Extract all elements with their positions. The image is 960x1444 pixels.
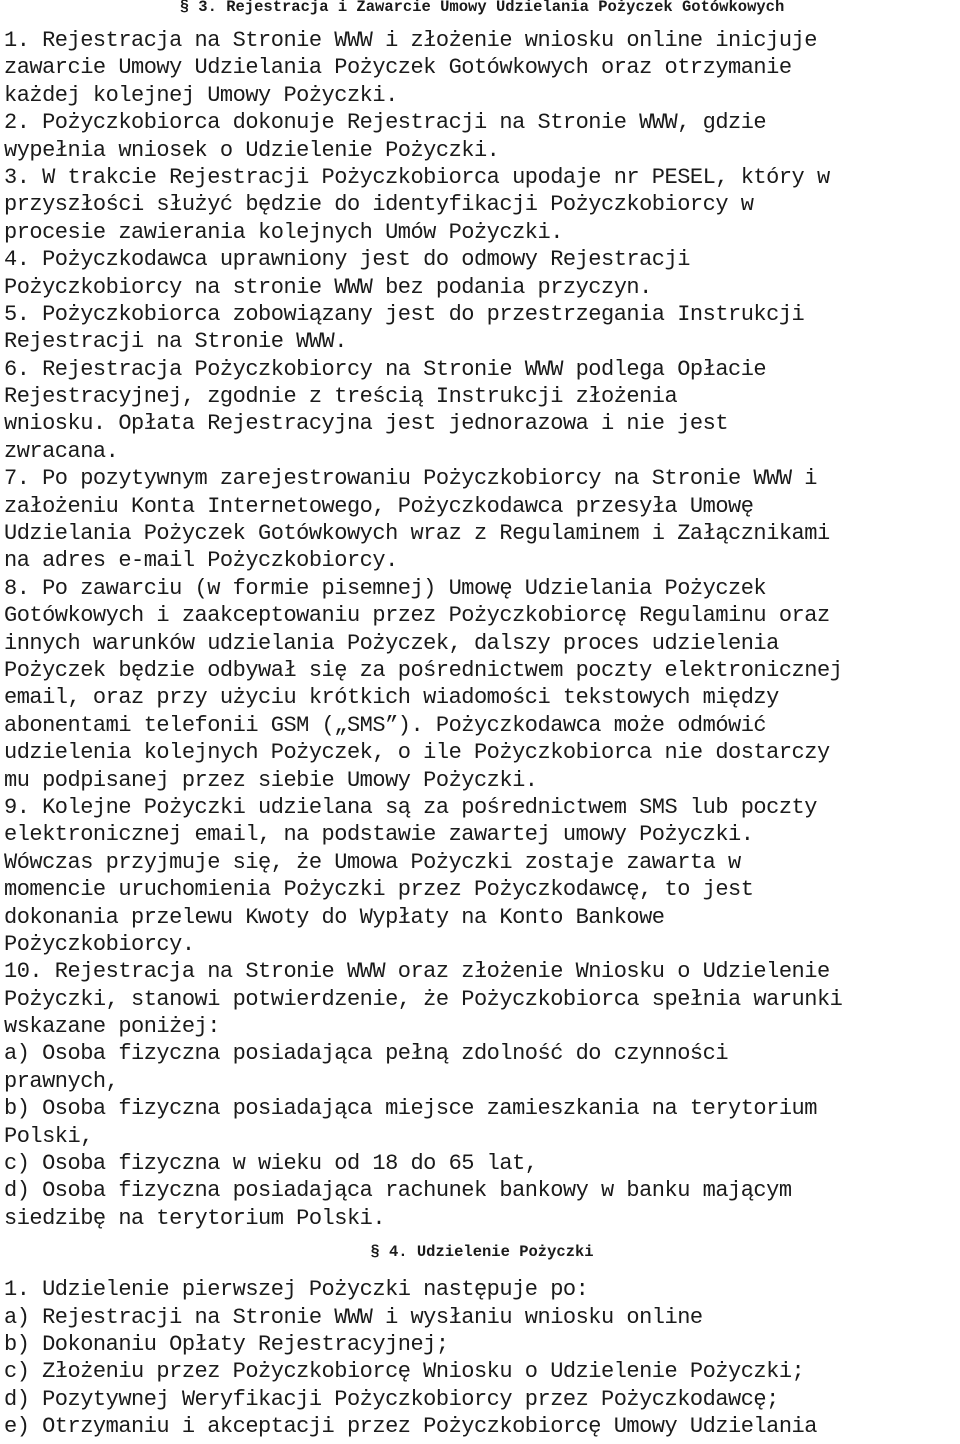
text-line: udzielenia kolejnych Pożyczek, o ile Pożyczkobiorca nie dostarczy (4, 740, 830, 766)
text-line: Pożyczek będzie odbywał się za pośrednictwem poczty elektronicznej (4, 657, 843, 683)
text-line: Udzielania Pożyczek Gotówkowych wraz z Regulaminem i Załącznikami (4, 521, 830, 547)
section-4-body (4, 1276, 960, 1440)
text-line: procesie zawierania kolejnych Umów Pożyczki. (4, 219, 563, 245)
text-line: Pożyczkobiorcy. (4, 931, 195, 957)
text-line: 6. Rejestracja Pożyczkobiorcy na Stronie WWW podlega Opłacie (4, 356, 767, 382)
text-line: Pożyczkobiorcy na stronie WWW bez podania przyczyn. (4, 274, 652, 300)
text-line: c) Złożeniu przez Pożyczkobiorcę Wniosku o Udzielenie Pożyczki; (4, 1359, 805, 1385)
text-line: 1. Udzielenie pierwszej Pożyczki następuje po: (4, 1277, 589, 1303)
text-line: 10. Rejestracja na Stronie WWW oraz złożenie Wniosku o Udzielenie (4, 959, 830, 985)
text-line: Polski, (4, 1123, 93, 1149)
text-line: e) Otrzymaniu i akceptacji przez Pożyczkobiorcę Umowy Udzielania (4, 1414, 817, 1440)
text-line: a) Osoba fizyczna posiadająca pełną zdolność do czynności (4, 1041, 729, 1067)
text-line: 4. Pożyczkodawca uprawniony jest do odmowy Rejestracji (4, 247, 690, 273)
text-line: d) Osoba fizyczna posiadająca rachunek bankowy w banku mającym (4, 1178, 792, 1204)
text-line: zwracana. (4, 438, 119, 464)
text-line: 2. Pożyczkobiorca dokonuje Rejestracji na Stronie WWW, gdzie (4, 110, 767, 136)
text-line: przyszłości służyć będzie do identyfikacji Pożyczkobiorcy w (4, 192, 754, 218)
text-line: abonentami telefonii GSM („SMS”). Pożyczkodawca może odmówić (4, 712, 767, 738)
text-line: 1. Rejestracja na Stronie WWW i złożenie wniosku online inicjuje (4, 28, 817, 53)
text-line: dokonania przelewu Kwoty do Wypłaty na Konto Bankowe (4, 904, 665, 930)
text-line: wypełnia wniosek o Udzielenie Pożyczki. (4, 137, 500, 163)
text-line: prawnych, (4, 1068, 119, 1094)
text-line: momencie uruchomienia Pożyczki przez Pożyczkodawcę, to jest (4, 877, 754, 903)
text-line: mu podpisanej przez siebie Umowy Pożyczki. (4, 767, 538, 793)
text-line: 9. Kolejne Pożyczki udzielana są za pośrednictwem SMS lub poczty (4, 794, 817, 820)
text-line: Wówczas przyjmuje się, że Umowa Pożyczki zostaje zawarta w (4, 849, 741, 875)
text-line: założeniu Konta Internetowego, Pożyczkodawca przesyła Umowę (4, 493, 754, 519)
text-line: innych warunków udzielania Pożyczek, dalszy proces udzielenia (4, 630, 779, 656)
section-4-heading: § 4. Udzielenie Pożyczki (370, 1243, 594, 1262)
text-line: 5. Pożyczkobiorca zobowiązany jest do przestrzegania Instrukcji (4, 301, 805, 327)
text-line: wniosku. Opłata Rejestracyjna jest jednorazowa i nie jest (4, 411, 729, 437)
text-line: siedzibę na terytorium Polski. (4, 1205, 386, 1231)
text-line: Pożyczki, stanowi potwierdzenie, że Pożyczkobiorca spełnia warunki (4, 986, 843, 1012)
text-line: 3. W trakcie Rejestracji Pożyczkobiorca upodaje nr PESEL, który w (4, 164, 830, 190)
text-line: d) Pozytywnej Weryfikacji Pożyczkobiorcy przez Pożyczkodawcę; (4, 1386, 779, 1412)
document-page (4, 0, 960, 1441)
section-3-heading: § 3. Rejestracja i Zawarcie Umowy Udzielania Pożyczek Gotówkowych (179, 0, 785, 16)
text-line: elektronicznej email, na podstawie zawartej umowy Pożyczki. (4, 822, 754, 848)
text-line: wskazane poniżej: (4, 1014, 220, 1040)
text-line: 7. Po pozytywnym zarejestrowaniu Pożyczkobiorcy na Stronie WWW i (4, 466, 817, 492)
text-line: zawarcie Umowy Udzielania Pożyczek Gotówkowych oraz otrzymanie (4, 55, 792, 81)
text-line: b) Osoba fizyczna posiadająca miejsce zamieszkania na terytorium (4, 1096, 817, 1122)
text-line: Rejestracji na Stronie WWW. (4, 329, 347, 355)
text-line: każdej kolejnej Umowy Pożyczki. (4, 82, 398, 108)
text-line: email, oraz przy użyciu krótkich wiadomości tekstowych między (4, 685, 779, 711)
text-line: a) Rejestracji na Stronie WWW i wysłaniu wniosku online (4, 1304, 703, 1330)
text-line: b) Dokonaniu Opłaty Rejestracyjnej; (4, 1331, 449, 1357)
text-line: c) Osoba fizyczna w wieku od 18 do 65 lat, (4, 1151, 538, 1177)
section-3-body (4, 27, 960, 1232)
text-line: 8. Po zawarciu (w formie pisemnej) Umowę Udzielania Pożyczek (4, 575, 767, 601)
text-line: na adres e-mail Pożyczkobiorcy. (4, 548, 398, 574)
text-line: Rejestracyjnej, zgodnie z treścią Instrukcji złożenia (4, 384, 678, 410)
text-line: Gotówkowych i zaakceptowaniu przez Pożyczkobiorcę Regulaminu oraz (4, 603, 830, 629)
